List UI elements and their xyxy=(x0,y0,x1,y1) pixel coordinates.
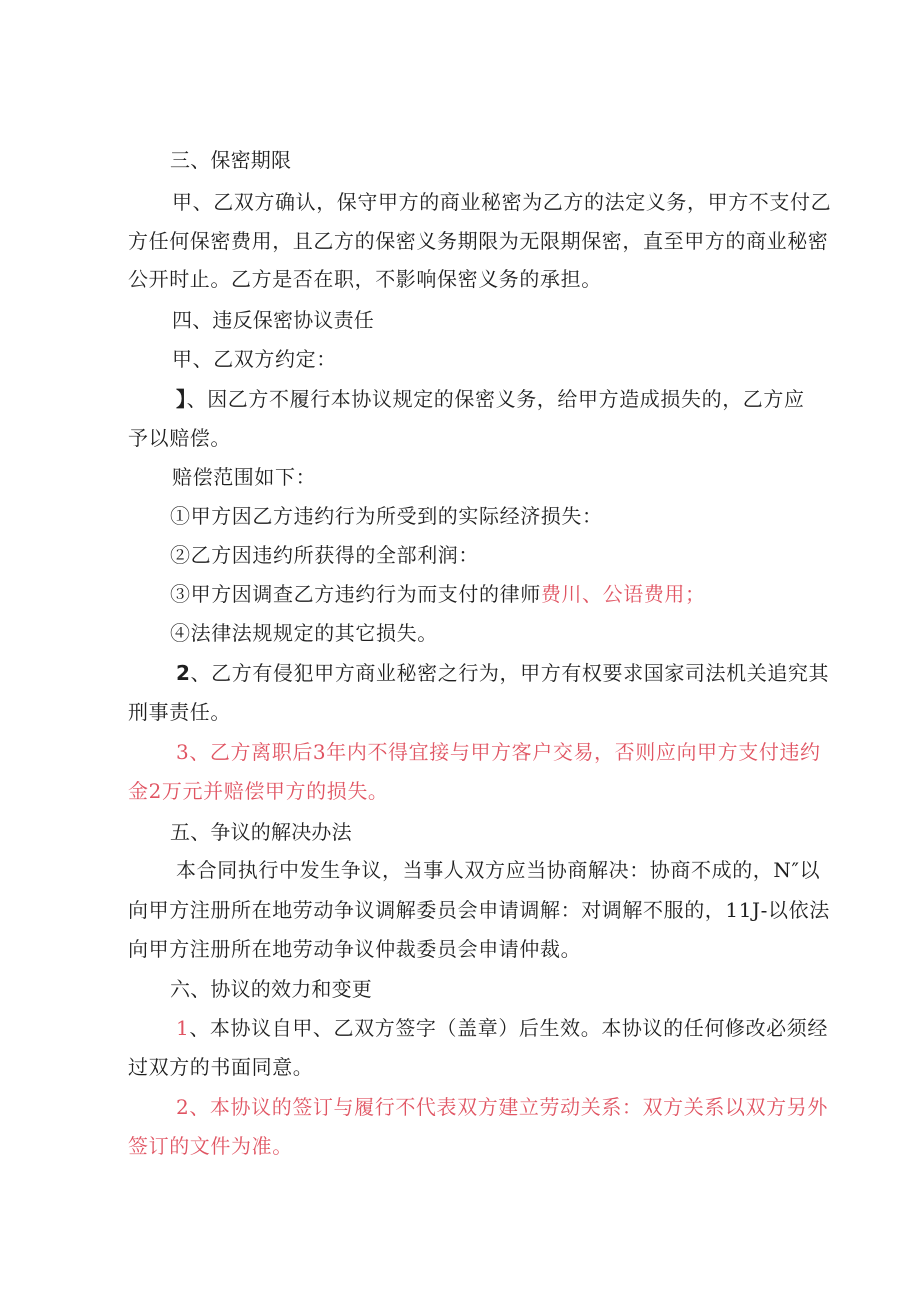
section-6-item-2-line-1: 2、本协议的签订与履行不代表双方建立劳动关系：双方关系以双方另外 xyxy=(176,1095,828,1119)
compensation-scope-3 xyxy=(170,580,706,608)
section-5-line-2: 向甲方注册所在地劳动争议调解委员会申请调解：对调解不服的，11J-以依法 xyxy=(128,898,830,922)
section-4-intro: 甲、乙双方约定： xyxy=(172,347,337,371)
compensation-scope-1: ①甲方因乙方违约行为所受到的实际经济损失： xyxy=(170,504,603,528)
compensation-scope-2: ②乙方因违约所获得的全部利润： xyxy=(170,543,479,567)
section-3-paragraph-line-3: 公开时止。乙方是否在职，不影响保密义务的承担。 xyxy=(128,267,602,291)
section-6-item-1-number: 1 xyxy=(176,1016,190,1040)
section-6-heading: 六、协议的效力和变更 xyxy=(170,977,372,1001)
section-4-item-3-line-2: 金2万元并赔偿甲方的损失。 xyxy=(128,779,389,803)
section-3-heading: 三、保密期限 xyxy=(170,148,292,172)
item-1-number: 】 xyxy=(176,387,187,411)
section-5-heading: 五、争议的解决办法 xyxy=(170,820,352,844)
item-2-text: 、乙方有侵犯甲方商业秘密之行为，甲方有权要求国家司法机关追究其 xyxy=(190,661,830,685)
section-6-item-2-line-2: 签订的文件为准。 xyxy=(128,1134,293,1158)
compensation-scope-4: ④法律法规规定的其它损失。 xyxy=(170,621,438,645)
section-4-item-2-line-2: 刑事责任。 xyxy=(128,700,231,724)
item-1-text: 、因乙方不履行本协议规定的保密义务，给甲方造成损失的，乙方应 xyxy=(186,387,805,411)
item-2-number: 2 xyxy=(176,661,191,685)
section-4-item-2-line-1 xyxy=(176,659,829,687)
scope-3-text: ③甲方因调查乙方违约行为而支付的律师 xyxy=(170,582,541,606)
compensation-scope-label: 赔偿范围如下： xyxy=(172,465,317,489)
section-3-paragraph-line-2: 方任何保密费用，且乙方的保密义务期限为无限期保密，直至甲方的商业秘密 xyxy=(128,229,829,253)
section-4-heading: 四、违反保密协议责任 xyxy=(172,308,374,332)
section-6-item-1-line-2: 过双方的书面同意。 xyxy=(128,1055,314,1079)
section-5-line-3: 向甲方注册所在地劳动争议仲裁委员会申请仲裁。 xyxy=(128,937,582,961)
section-6-item-1-text: 、本协议自甲、乙双方签字（盖章）后生效。本协议的任何修改必须经 xyxy=(189,1016,828,1040)
section-5-line-1: 本合同执行中发生争议，当事人双方应当协商解决：协商不成的，N″以 xyxy=(176,858,821,882)
section-4-item-3-line-1: 3、乙方离职后3年内不得宜接与甲方客户交易，否则应向甲方支付违约 xyxy=(176,740,821,764)
section-4-item-1-line-1 xyxy=(176,385,805,413)
section-6-item-1-line-1 xyxy=(176,1014,828,1042)
scope-3-red-text: 费川、公语费用； xyxy=(540,582,706,606)
section-4-item-1-line-2: 予以赔偿。 xyxy=(128,426,231,450)
section-3-paragraph-line-1: 甲、乙双方确认，保守甲方的商业秘密为乙方的法定义务，甲方不支付乙 xyxy=(172,190,832,214)
